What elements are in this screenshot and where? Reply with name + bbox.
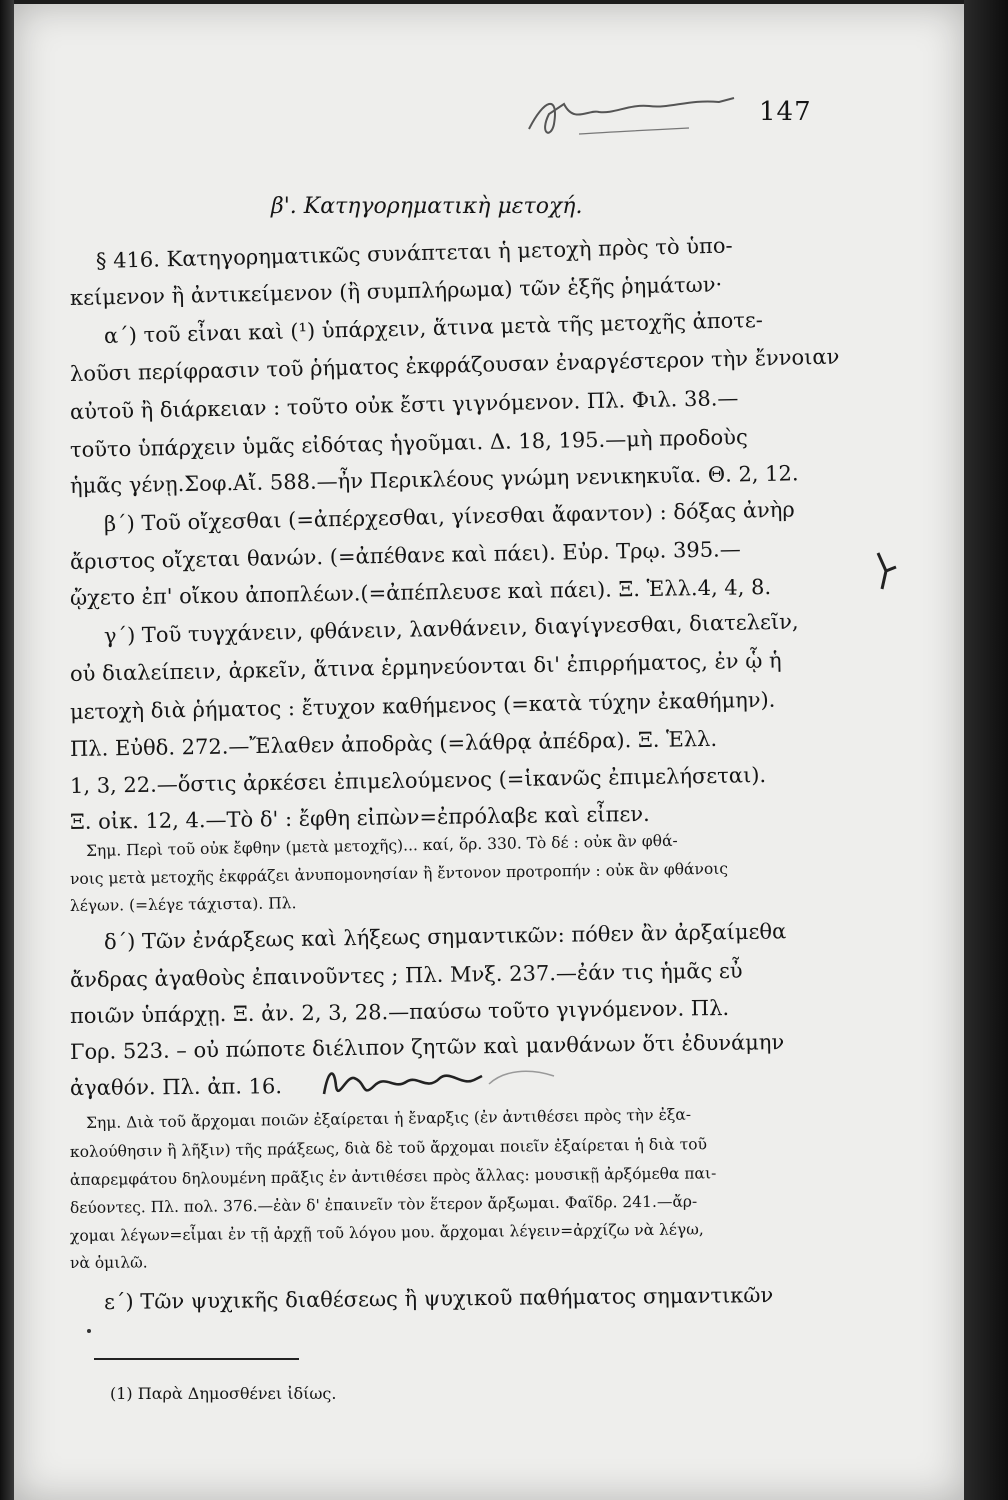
scan-right-edge	[964, 0, 1008, 1500]
section-heading: β'. Κατηγορηματικὴ μετοχή.	[271, 194, 583, 219]
handwritten-annotation-inline	[314, 1056, 574, 1106]
body-line: ε΄) Τῶν ψυχικῆς διαθέσεως ἢ ψυχικοῦ παθήματος σημαντικῶν	[103, 1282, 774, 1314]
footnote-rule	[94, 1358, 299, 1360]
body-line: ποιῶν ὑπάρχῃ. Ξ. ἀν. 2, 3, 28.—παύσω τοῦτο γιγνόμενον. Πλ.	[69, 995, 730, 1028]
body-line: ἡμᾶς γένῃ.Σοφ.Αἴ. 588.—ἦν Περικλέους γνώμη νενικηκυῖα. Θ. 2, 12.	[69, 461, 799, 498]
note-line: νὰ ὁμιλῶ.	[69, 1253, 148, 1272]
note-line: Σημ. Περὶ τοῦ οὐκ ἔφθην (μετὰ μετοχῆς)... καί, ὅρ. 330. Τὸ δέ : οὐκ ἂν φθά-	[85, 831, 678, 860]
note-line: κολούθησιν ἢ λῆξιν) τῆς πράξεως, διὰ δὲ τοῦ ἄρχομαι ποιεῖν ἐξαίρεται ἡ διὰ τοῦ	[69, 1135, 708, 1161]
body-line: μετοχὴ διὰ ῥήματος : ἔτυχον καθήμενος (=κατὰ τύχην ἐκαθήμην).	[69, 687, 776, 724]
body-line: ἀγαθόν. Πλ. ἀπ. 16.	[69, 1074, 283, 1100]
body-line: ᾤχετο ἐπ' οἴκου ἀποπλέων.(=ἀπέπλευσε καὶ πάει). Ξ. Ἑλλ.4, 4, 8.	[69, 574, 772, 610]
note-line: λέγων. (=λέγε τάχιστα). Πλ.	[69, 894, 297, 915]
book-page	[14, 4, 964, 1500]
body-line: 1, 3, 22.—ὅστις ἀρκέσει ἐπιμελούμενος (=ἱκανῶς ἐπιμελήσεται).	[69, 763, 767, 798]
note-line: Σημ. Διὰ τοῦ ἄρχομαι ποιῶν ἐξαίρεται ἡ ἔναρξις (ἐν ἀντιθέσει πρὸς τὴν ἐξα-	[85, 1105, 692, 1132]
body-line: β΄) Τοῦ οἴχεσθαι (=ἀπέρχεσθαι, γίνεσθαι ἄφαντον) : δόξας ἀνὴρ	[103, 497, 795, 536]
margin-ink-mark	[872, 549, 902, 594]
handwritten-annotation-top	[519, 84, 749, 154]
body-line: α΄) τοῦ εἶναι καὶ (¹) ὑπάρχειν, ἅτινα μετὰ τῆς μετοχῆς ἀποτε-	[103, 307, 764, 348]
note-line: ἀπαρεμφάτου δηλουμένη πρᾶξις ἐν ἀντιθέσει πρὸς ἄλλας: μουσικῇ ἀρξόμεθα παι-	[69, 1164, 717, 1189]
body-line: Πλ. Εὐθδ. 272.—Ἔλαθεν ἀποδρὰς (=λάθρᾳ ἀπέδρα). Ξ. Ἑλλ.	[69, 726, 718, 761]
body-line: § 416. Κατηγορηματικῶς συνάπτεται ἡ μετοχὴ πρὸς τὸ ὑπο-	[95, 233, 733, 273]
page-number: 147	[759, 97, 812, 127]
body-line: τοῦτο ὑπάρχειν ὑμᾶς εἰδότας ἡγοῦμαι. Δ. 18, 195.—μὴ προδοὺς	[69, 424, 748, 462]
note-line: δεύοντες. Πλ. πολ. 376.—ἐὰν δ' ἐπαινεῖν τὸν ἕτερον ἄρξωμαι. Φαῖδρ. 241.—ἄρ-	[69, 1192, 698, 1217]
body-line: λοῦσι περίφρασιν τοῦ ῥήματος ἐκφράζουσαν ἐναργέστερον τὴν ἔννοιαν	[69, 344, 840, 386]
body-line: αὐτοῦ ἢ διάρκειαν : τοῦτο οὐκ ἔστι γιγνόμενον. Πλ. Φιλ. 38.—	[69, 386, 739, 424]
body-line: δ΄) Τῶν ἐνάρξεως καὶ λήξεως σημαντικῶν: πόθεν ἂν ἀρξαίμεθα	[103, 919, 787, 954]
note-line: νοις μετὰ μετοχῆς ἐκφράζει ἀνυπομονησίαν ἢ ἔντονον προτροπήν : οὐκ ἂν φθάνοις	[69, 859, 729, 888]
stray-dot	[87, 1329, 91, 1333]
body-line: οὐ διαλείπειν, ἀρκεῖν, ἅτινα ἑρμηνεύονται δι' ἐπιρρήματος, ἐν ᾧ ἡ	[69, 648, 782, 686]
scan-left-edge	[0, 0, 14, 1500]
body-line: ἄριστος οἴχεται θανών. (=ἀπέθανε καὶ πάει). Εὐρ. Τρῳ. 395.—	[69, 537, 741, 574]
body-line: Γορ. 523. – οὐ πώποτε διέλιπον ζητῶν καὶ μανθάνων ὅτι ἐδυνάμην	[69, 1030, 785, 1064]
body-line: γ΄) Τοῦ τυγχάνειν, φθάνειν, λανθάνειν, διαγίγνεσθαι, διατελεῖν,	[103, 609, 799, 648]
body-line: Ξ. οἰκ. 12, 4.—Τὸ δ' : ἔφθη εἰπὼν=ἐπρόλαβε καὶ εἶπεν.	[69, 801, 650, 834]
footnote: (1) Παρὰ Δημοσθένει ἰδίως.	[110, 1384, 337, 1403]
body-line: ἄνδρας ἀγαθοὺς ἐπαινοῦντες ; Πλ. Μνξ. 237.—ἐάν τις ἡμᾶς εὖ	[69, 958, 743, 992]
body-line: κείμενον ἢ ἀντικείμενον (ἢ συμπλήρωμα) τῶν ἑξῆς ῥημάτων·	[69, 272, 723, 310]
note-line: χομαι λέγων=εἶμαι ἐν τῇ ἀρχῇ τοῦ λόγου μου. ἄρχομαι λέγειν=ἀρχίζω νὰ λέγω,	[69, 1220, 704, 1245]
